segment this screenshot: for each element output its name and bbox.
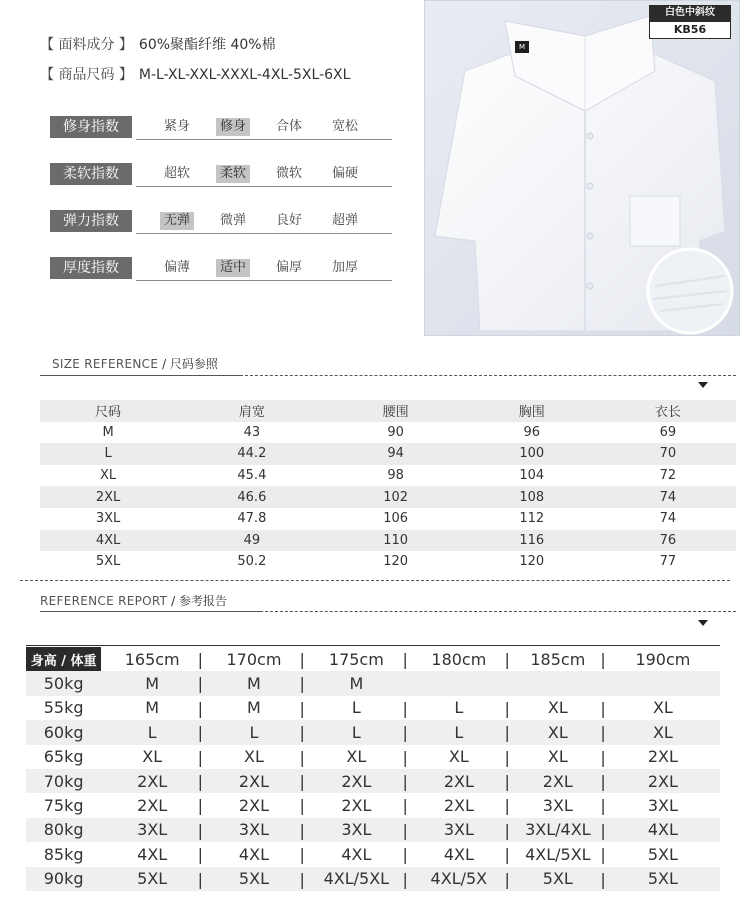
report-size-cell bbox=[203, 793, 305, 817]
column-separator: | bbox=[600, 747, 606, 767]
report-row bbox=[26, 769, 720, 793]
size-table-header-row bbox=[40, 400, 736, 422]
size-table-cell: 50.2 bbox=[237, 554, 267, 570]
size-table-cell: 104 bbox=[519, 468, 545, 484]
report-size-cell bbox=[305, 818, 408, 842]
report-size-value: 5XL bbox=[647, 869, 678, 889]
column-separator: | bbox=[402, 771, 408, 791]
report-size-value: 2XL bbox=[542, 771, 573, 791]
product-code: KB56 bbox=[649, 21, 731, 39]
index-row bbox=[50, 210, 392, 236]
size-reference-title-cn: / 尺码参照 bbox=[162, 357, 218, 371]
report-size-cell bbox=[203, 720, 305, 744]
column-separator: | bbox=[504, 698, 510, 718]
report-size-value: 4XL bbox=[341, 844, 372, 864]
size-table-cell: M bbox=[102, 424, 114, 440]
report-size-cell bbox=[305, 793, 408, 817]
report-row bbox=[26, 720, 720, 744]
column-separator: | bbox=[299, 771, 305, 791]
report-size-value: M bbox=[349, 674, 364, 694]
column-separator: | bbox=[402, 650, 408, 669]
report-size-cell bbox=[101, 671, 203, 695]
report-height-header: 165cm bbox=[124, 649, 180, 669]
index-option: 良好 bbox=[276, 213, 303, 228]
report-size-value: 3XL bbox=[647, 796, 678, 816]
index-option: 偏薄 bbox=[164, 260, 191, 275]
column-separator: | bbox=[197, 698, 204, 718]
report-size-cell bbox=[408, 720, 510, 744]
report-size-cell bbox=[101, 842, 203, 866]
size-table-cell: 70 bbox=[600, 443, 736, 465]
size-table-cell: XL bbox=[99, 468, 117, 484]
report-size-value: M bbox=[247, 698, 261, 718]
size-table-cell: 47.8 bbox=[237, 511, 267, 527]
report-size-cell bbox=[305, 842, 408, 866]
column-separator: | bbox=[600, 771, 606, 791]
index-option: 加厚 bbox=[332, 260, 359, 275]
index-option-selected: 修身 bbox=[216, 118, 250, 136]
column-separator: | bbox=[504, 723, 510, 743]
column-separator: | bbox=[197, 820, 204, 840]
report-height-cell bbox=[606, 647, 720, 671]
report-size-cell bbox=[510, 745, 606, 769]
size-table-row bbox=[40, 422, 736, 444]
report-weight-label: 65kg bbox=[43, 747, 84, 767]
report-size-cell bbox=[203, 769, 305, 793]
report-size-value: XL bbox=[547, 698, 568, 718]
report-size-cell bbox=[510, 671, 606, 695]
report-size-cell bbox=[606, 745, 720, 769]
collar-size-label: M bbox=[518, 43, 526, 51]
report-size-value: 3XL bbox=[137, 820, 168, 840]
size-table-cell: 94 bbox=[328, 443, 464, 465]
size-table-cell: 108 bbox=[464, 486, 600, 508]
column-separator: | bbox=[504, 869, 510, 889]
size-table-cell: 5XL bbox=[95, 554, 121, 570]
column-separator: | bbox=[600, 650, 606, 669]
report-height-header: 190cm bbox=[635, 649, 691, 669]
size-table-header-cell: 胸围 bbox=[464, 400, 600, 422]
report-size-cell bbox=[203, 671, 305, 695]
size-table-cell: 76 bbox=[600, 530, 736, 552]
reference-report-arrow-icon bbox=[698, 620, 708, 626]
size-table-cell: 45.4 bbox=[237, 468, 267, 484]
report-size-value: 2XL bbox=[238, 796, 269, 816]
reference-report-table bbox=[26, 647, 720, 891]
reference-report-underline bbox=[40, 611, 260, 612]
report-size-cell bbox=[510, 696, 606, 720]
size-table-cell: 120 bbox=[519, 554, 545, 570]
report-size-cell bbox=[510, 720, 606, 744]
column-separator: | bbox=[197, 747, 204, 767]
size-table-cell: 106 bbox=[383, 511, 409, 527]
index-option: 偏厚 bbox=[276, 260, 303, 275]
report-size-cell bbox=[408, 842, 510, 866]
reference-report-title bbox=[40, 592, 227, 609]
column-separator: | bbox=[504, 771, 510, 791]
report-size-cell bbox=[101, 769, 203, 793]
column-separator: | bbox=[402, 845, 408, 865]
report-size-cell bbox=[408, 867, 510, 891]
column-separator: | bbox=[600, 698, 606, 718]
report-size-value: 5XL bbox=[647, 844, 678, 864]
report-size-cell bbox=[203, 842, 305, 866]
report-row bbox=[26, 745, 720, 769]
size-value: M-L-XL-XXL-XXXL-4XL-5XL-6XL bbox=[138, 67, 351, 83]
size-table-cell: 96 bbox=[523, 424, 541, 440]
report-size-cell bbox=[408, 769, 510, 793]
column-separator: | bbox=[600, 796, 606, 816]
report-size-cell bbox=[305, 745, 408, 769]
report-size-cell bbox=[101, 818, 203, 842]
column-separator: | bbox=[299, 674, 305, 694]
report-size-cell bbox=[408, 671, 510, 695]
report-size-cell bbox=[101, 745, 203, 769]
size-table-cell: 46.6 bbox=[176, 486, 327, 508]
product-tag bbox=[649, 5, 731, 39]
size-table-header-cell: 尺码 bbox=[40, 400, 176, 422]
size-table-cell: 98 bbox=[387, 468, 404, 484]
report-size-cell bbox=[606, 720, 720, 744]
report-size-cell bbox=[510, 818, 606, 842]
report-size-value: 4XL bbox=[443, 844, 474, 864]
index-row bbox=[50, 116, 392, 142]
column-separator: | bbox=[402, 796, 408, 816]
size-table-cell: 4XL bbox=[40, 530, 176, 552]
column-separator: | bbox=[299, 869, 305, 889]
report-row bbox=[26, 818, 720, 842]
report-size-cell bbox=[606, 696, 720, 720]
report-size-cell bbox=[606, 842, 720, 866]
report-size-cell bbox=[305, 671, 408, 695]
report-size-cell bbox=[606, 769, 720, 793]
report-size-value: L bbox=[147, 722, 157, 742]
size-table-row bbox=[40, 486, 736, 508]
size-table-cell: 2XL bbox=[40, 486, 176, 508]
report-row bbox=[26, 696, 720, 720]
reference-report-title-en: REFERENCE REPORT bbox=[40, 594, 168, 608]
report-size-value: 2XL bbox=[137, 796, 168, 816]
report-size-value: 5XL bbox=[238, 869, 269, 889]
size-table-row bbox=[40, 551, 736, 573]
report-header-row bbox=[26, 647, 720, 671]
size-table-cell: L bbox=[40, 443, 176, 465]
size-reference-arrow-icon bbox=[698, 382, 708, 388]
column-separator: | bbox=[504, 820, 510, 840]
report-size-value: 4XL/5XL bbox=[323, 869, 390, 889]
report-row bbox=[26, 842, 720, 866]
size-table-cell: 72 bbox=[659, 468, 677, 484]
column-separator: | bbox=[299, 796, 305, 816]
report-size-value: M bbox=[145, 698, 160, 718]
report-size-value: L bbox=[351, 698, 361, 718]
column-separator: | bbox=[600, 845, 606, 865]
column-separator: | bbox=[402, 820, 408, 840]
size-reference-divider bbox=[240, 375, 736, 376]
reference-report-title-cn: / 参考报告 bbox=[171, 594, 227, 608]
index-option: 微弹 bbox=[220, 213, 247, 228]
size-table-cell: 74 bbox=[600, 486, 736, 508]
index-option: 紧身 bbox=[164, 119, 191, 134]
size-table-row bbox=[40, 443, 736, 465]
report-size-value: 2XL bbox=[647, 771, 678, 791]
report-size-value: 2XL bbox=[238, 771, 269, 791]
size-table-header-cell: 衣长 bbox=[600, 400, 736, 422]
report-size-cell bbox=[510, 842, 606, 866]
report-size-cell bbox=[408, 696, 510, 720]
size-table-row bbox=[40, 465, 736, 487]
size-table-header-cell: 肩宽 bbox=[176, 400, 327, 422]
report-size-value: 5XL bbox=[137, 869, 168, 889]
size-table-cell: 120 bbox=[383, 554, 409, 570]
shirt-illustration bbox=[425, 1, 740, 336]
report-size-value: XL bbox=[547, 722, 568, 742]
size-table-cell: 43 bbox=[243, 424, 261, 440]
report-row bbox=[26, 793, 720, 817]
report-height-cell bbox=[408, 647, 510, 671]
reference-report-divider bbox=[260, 611, 736, 612]
report-size-value: XL bbox=[652, 722, 673, 742]
column-separator: | bbox=[600, 723, 606, 743]
report-size-cell bbox=[203, 818, 305, 842]
report-table-top-rule bbox=[26, 645, 720, 646]
report-size-value: XL bbox=[547, 747, 568, 767]
column-separator: | bbox=[600, 869, 606, 889]
report-size-value: 2XL bbox=[341, 771, 372, 791]
column-separator: | bbox=[299, 650, 305, 669]
report-size-cell bbox=[408, 745, 510, 769]
report-size-value: 2XL bbox=[443, 796, 474, 816]
fabric-value: 60%聚酯纤维 40%棉 bbox=[138, 37, 276, 53]
report-size-cell bbox=[305, 720, 408, 744]
report-weight-label: 85kg bbox=[43, 844, 84, 864]
index-label: 修身指数 bbox=[50, 116, 132, 138]
report-size-cell bbox=[203, 745, 305, 769]
report-weight-label: 55kg bbox=[43, 698, 84, 718]
index-label: 弹力指数 bbox=[50, 210, 132, 232]
index-option: 超软 bbox=[164, 166, 191, 181]
column-separator: | bbox=[402, 869, 408, 889]
index-option: 偏硬 bbox=[332, 166, 359, 181]
report-size-value: 4XL bbox=[647, 820, 678, 840]
column-separator: | bbox=[299, 723, 305, 743]
report-size-cell bbox=[510, 867, 606, 891]
size-table-row bbox=[40, 530, 736, 552]
report-weight-label: 90kg bbox=[26, 867, 101, 891]
column-separator: | bbox=[600, 820, 606, 840]
size-table-cell: 112 bbox=[519, 511, 545, 527]
report-size-cell bbox=[510, 769, 606, 793]
report-size-value: XL bbox=[346, 747, 367, 767]
report-size-cell bbox=[203, 696, 305, 720]
index-label: 厚度指数 bbox=[50, 257, 132, 279]
report-weight-label: 60kg bbox=[26, 720, 101, 744]
index-option: 合体 bbox=[276, 119, 303, 134]
column-separator: | bbox=[504, 796, 510, 816]
size-table-cell: 110 bbox=[328, 530, 464, 552]
size-table-cell: 74 bbox=[659, 511, 677, 527]
report-size-value: 4XL/5XL bbox=[525, 844, 591, 864]
report-size-value: 2XL bbox=[647, 747, 678, 767]
size-table-cell: 49 bbox=[176, 530, 327, 552]
index-rule bbox=[136, 280, 392, 281]
index-rule bbox=[136, 139, 392, 140]
report-height-cell bbox=[101, 647, 203, 671]
column-separator: | bbox=[197, 845, 204, 865]
report-size-value: 2XL bbox=[443, 771, 474, 791]
size-key: 【 商品尺码 】 bbox=[40, 67, 133, 83]
report-size-value: 4XL bbox=[137, 844, 168, 864]
report-height-header: 185cm bbox=[530, 649, 586, 669]
size-table-bottom-divider bbox=[20, 580, 730, 581]
report-size-value: L bbox=[454, 722, 464, 742]
report-size-value: 2XL bbox=[341, 796, 372, 816]
product-sizes bbox=[40, 64, 350, 84]
report-size-value: 2XL bbox=[137, 771, 168, 791]
size-reference-title-en: SIZE REFERENCE bbox=[52, 357, 159, 371]
report-size-value: L bbox=[249, 722, 259, 742]
report-size-value: 4XL bbox=[238, 844, 269, 864]
report-size-cell bbox=[305, 696, 408, 720]
report-size-value: M bbox=[247, 674, 261, 694]
report-row bbox=[26, 867, 720, 891]
column-separator: | bbox=[197, 796, 204, 816]
index-option-selected: 适中 bbox=[216, 259, 250, 277]
fabric-composition bbox=[40, 34, 276, 54]
size-reference-title bbox=[52, 355, 218, 372]
report-height-cell bbox=[305, 647, 408, 671]
column-separator: | bbox=[197, 771, 204, 791]
column-separator: | bbox=[197, 723, 204, 743]
report-size-value: 3XL bbox=[443, 820, 474, 840]
report-height-cell bbox=[510, 647, 606, 671]
index-option: 超弹 bbox=[332, 213, 359, 228]
report-size-value: L bbox=[351, 722, 361, 742]
report-size-value: XL bbox=[448, 747, 469, 767]
report-size-value: 3XL/4XL bbox=[525, 820, 591, 840]
size-table-cell: 3XL bbox=[95, 511, 121, 527]
column-separator: | bbox=[197, 674, 204, 694]
column-separator: | bbox=[504, 747, 510, 767]
column-separator: | bbox=[299, 820, 305, 840]
size-table-cell: 77 bbox=[659, 554, 677, 570]
report-size-cell bbox=[203, 867, 305, 891]
report-size-value: 4XL/5X bbox=[430, 869, 488, 889]
report-weight-label: 75kg bbox=[43, 796, 84, 816]
report-size-cell bbox=[606, 671, 720, 695]
report-size-cell bbox=[305, 769, 408, 793]
size-reference-underline bbox=[40, 375, 240, 376]
report-size-cell bbox=[101, 696, 203, 720]
report-height-header: 180cm bbox=[431, 649, 487, 669]
index-option: 宽松 bbox=[332, 119, 359, 134]
size-table-cell: 116 bbox=[464, 530, 600, 552]
report-size-cell bbox=[606, 867, 720, 891]
column-separator: | bbox=[504, 845, 510, 865]
report-row bbox=[26, 671, 720, 695]
report-corner-label: 身高 / 体重 bbox=[26, 647, 101, 671]
column-separator: | bbox=[402, 723, 408, 743]
column-separator: | bbox=[299, 845, 305, 865]
index-label: 柔软指数 bbox=[50, 163, 132, 185]
report-weight-label: 70kg bbox=[26, 769, 101, 793]
index-rule bbox=[136, 186, 392, 187]
report-size-cell bbox=[101, 867, 203, 891]
index-rule bbox=[136, 233, 392, 234]
column-separator: | bbox=[402, 747, 408, 767]
report-size-value: 3XL bbox=[238, 820, 269, 840]
report-height-header: 175cm bbox=[328, 649, 384, 669]
report-size-cell bbox=[606, 793, 720, 817]
size-table-cell: 69 bbox=[659, 424, 677, 440]
size-table-row bbox=[40, 508, 736, 530]
report-size-cell bbox=[101, 793, 203, 817]
size-table-cell: 90 bbox=[387, 424, 404, 440]
report-size-value: 5XL bbox=[542, 869, 573, 889]
fabric-key: 【 面料成分 】 bbox=[40, 37, 133, 53]
size-table-header-cell: 腰围 bbox=[328, 400, 464, 422]
column-separator: | bbox=[402, 698, 408, 718]
report-size-cell bbox=[101, 720, 203, 744]
report-height-cell bbox=[203, 647, 305, 671]
report-size-value: XL bbox=[652, 698, 673, 718]
size-table-cell: 100 bbox=[464, 443, 600, 465]
index-option-selected: 无弹 bbox=[160, 212, 194, 230]
index-option: 微软 bbox=[276, 166, 303, 181]
column-separator: | bbox=[197, 650, 204, 669]
size-table-cell: 44.2 bbox=[176, 443, 327, 465]
report-size-cell bbox=[606, 818, 720, 842]
report-size-value: XL bbox=[142, 747, 163, 767]
report-size-cell bbox=[510, 793, 606, 817]
report-size-value: 3XL bbox=[341, 820, 372, 840]
report-height-header: 170cm bbox=[226, 649, 282, 669]
product-photo bbox=[424, 0, 740, 336]
report-size-cell bbox=[408, 818, 510, 842]
size-table-cell: 102 bbox=[328, 486, 464, 508]
column-separator: | bbox=[197, 869, 204, 889]
index-option-selected: 柔软 bbox=[216, 165, 250, 183]
report-size-value: L bbox=[454, 698, 464, 718]
report-weight-label: 80kg bbox=[26, 818, 101, 842]
report-size-cell bbox=[305, 867, 408, 891]
report-size-value: M bbox=[145, 674, 160, 694]
column-separator: | bbox=[504, 650, 510, 669]
column-separator: | bbox=[299, 698, 305, 718]
report-size-cell bbox=[408, 793, 510, 817]
size-reference-table bbox=[40, 400, 736, 573]
index-row bbox=[50, 163, 392, 189]
report-size-value: 3XL bbox=[542, 796, 573, 816]
product-color-name: 白色中斜纹 bbox=[649, 5, 731, 21]
index-row bbox=[50, 257, 392, 283]
report-size-value: XL bbox=[244, 747, 264, 767]
report-weight-label: 50kg bbox=[26, 671, 101, 695]
column-separator: | bbox=[299, 747, 305, 767]
